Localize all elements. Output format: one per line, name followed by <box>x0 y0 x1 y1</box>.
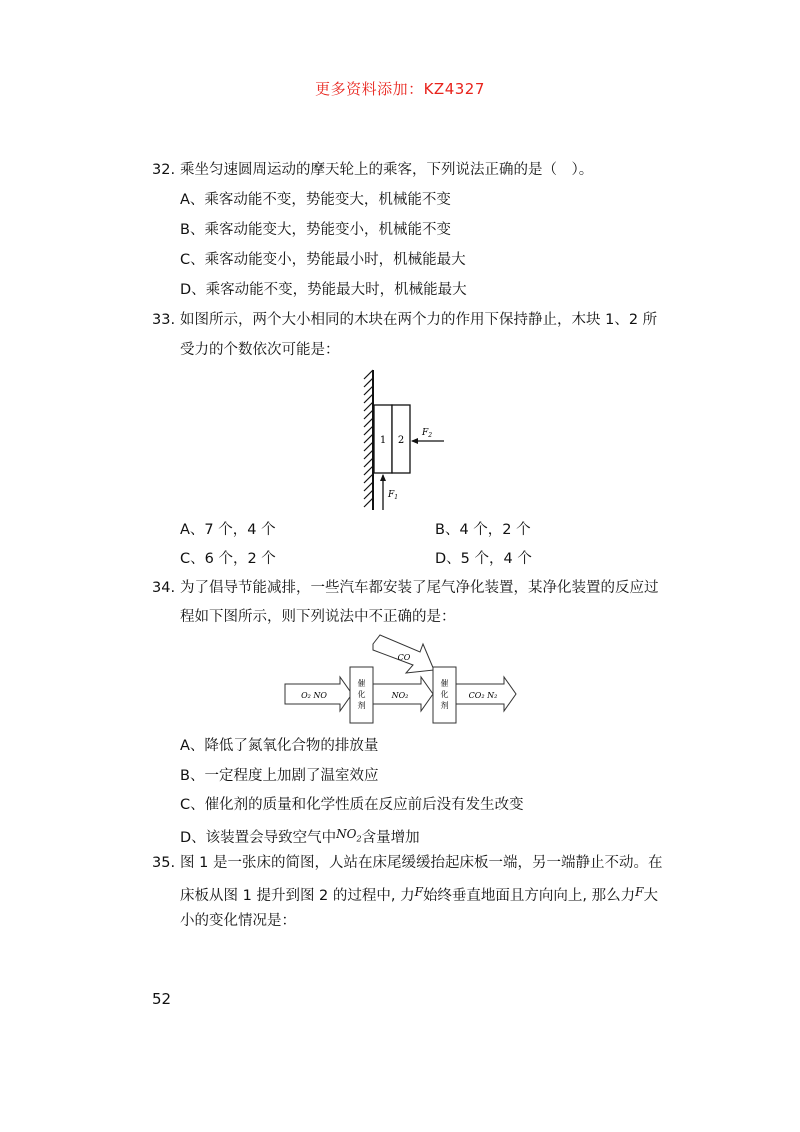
force-f-symbol-2: F <box>635 885 644 899</box>
q34-option-d <box>180 824 420 849</box>
catalyst-2-char-2: 化 <box>440 690 449 699</box>
q32-option-d: D、乘客动能不变，势能最大时，机械能最大 <box>180 282 467 298</box>
q33-option-d: D、5 个，4 个 <box>435 551 532 567</box>
middle-label: NO₂ <box>391 691 409 700</box>
q34-option-a: A、降低了氮氧化合物的排放量 <box>180 738 379 754</box>
co-label: CO <box>397 653 411 662</box>
q32-number: 32. <box>152 162 176 178</box>
catalyst-1-char-3: 剂 <box>357 701 366 710</box>
force-f2-arrowhead <box>411 438 418 444</box>
force-f1-arrowhead <box>380 474 386 481</box>
q32-option-c: C、乘客动能变小，势能最小时，机械能最大 <box>180 252 466 268</box>
q32-stem-text: 乘坐匀速圆周运动的摩天轮上的乘客，下列说法正确的是（ ）。 <box>180 162 594 178</box>
q35-text2b: 始终垂直地面且方向向上, 那么力 <box>422 888 636 904</box>
block-1-label: 1 <box>379 435 387 446</box>
input-label: O₂ NO <box>301 691 327 700</box>
q35-line2 <box>180 882 658 906</box>
q35-text1: 图 1 是一张床的简图，人站在床尾缓缓抬起床板一端，另一端静止不动。在 <box>180 855 663 871</box>
output-label: CO₂ N₂ <box>468 691 498 700</box>
q32-option-a: A、乘客动能不变，势能变大，机械能不变 <box>180 192 451 208</box>
q34-option-d-prefix: D、该装置会导致空气中 <box>180 830 337 846</box>
block-2-label: 2 <box>397 435 405 446</box>
q32-option-b: B、乘客动能变大，势能变小，机械能不变 <box>180 222 451 238</box>
catalyst-2-char-1: 催 <box>440 679 449 688</box>
q33-stem-line2: 受力的个数依次可能是： <box>180 342 340 358</box>
q33-option-b: B、4 个，2 个 <box>435 522 531 538</box>
wall-hatching <box>364 370 373 507</box>
q35-line1 <box>152 853 662 873</box>
force-f-symbol: F <box>414 885 423 899</box>
q33-number: 33. <box>152 312 176 328</box>
force-f1-label: $F_1$ <box>388 490 399 501</box>
q34-option-b: B、一定程度上加剧了温室效应 <box>180 768 379 784</box>
catalyst-1-char-1: 催 <box>357 679 366 688</box>
q33-option-c: C、6 个，2 个 <box>180 551 276 567</box>
q34-number: 34. <box>152 580 176 596</box>
catalyst-1-char-2: 化 <box>357 690 366 699</box>
catalyst-2-char-3: 剂 <box>440 701 449 710</box>
q34-stem-line1 <box>152 578 659 598</box>
no2-formula: NO2 <box>336 827 362 844</box>
q35-text2a: 床板从图 1 提升到图 2 的过程中, 力 <box>180 888 415 904</box>
q35-text2c: 大 <box>643 888 658 904</box>
q33-stem-line1 <box>152 310 657 330</box>
q34-stem-text1: 为了倡导节能减排，一些汽车都安装了尾气净化装置，某净化装置的反应过 <box>180 580 659 596</box>
q35-line3: 小的变化情况是： <box>180 913 296 929</box>
page-number: 52 <box>152 990 172 1008</box>
watermark-text: 更多资料添加：KZ4327 <box>315 80 485 98</box>
q33-force-diagram <box>340 365 460 515</box>
q33-stem-text1: 如图所示，两个大小相同的木块在两个力的作用下保持静止，木块 1、2 所 <box>180 312 658 328</box>
q34-option-d-suffix: 含量增加 <box>361 830 420 846</box>
q34-option-c: C、催化剂的质量和化学性质在反应前后没有发生改变 <box>180 797 524 813</box>
q35-number: 35. <box>152 855 176 871</box>
q33-option-a: A、7 个，4 个 <box>180 522 276 538</box>
force-f2-label: $F_2$ <box>422 428 433 439</box>
q34-reaction-diagram <box>280 630 530 730</box>
q32-stem <box>152 160 593 180</box>
q34-stem-line2: 程如下图所示，则下列说法中不正确的是： <box>180 609 456 625</box>
